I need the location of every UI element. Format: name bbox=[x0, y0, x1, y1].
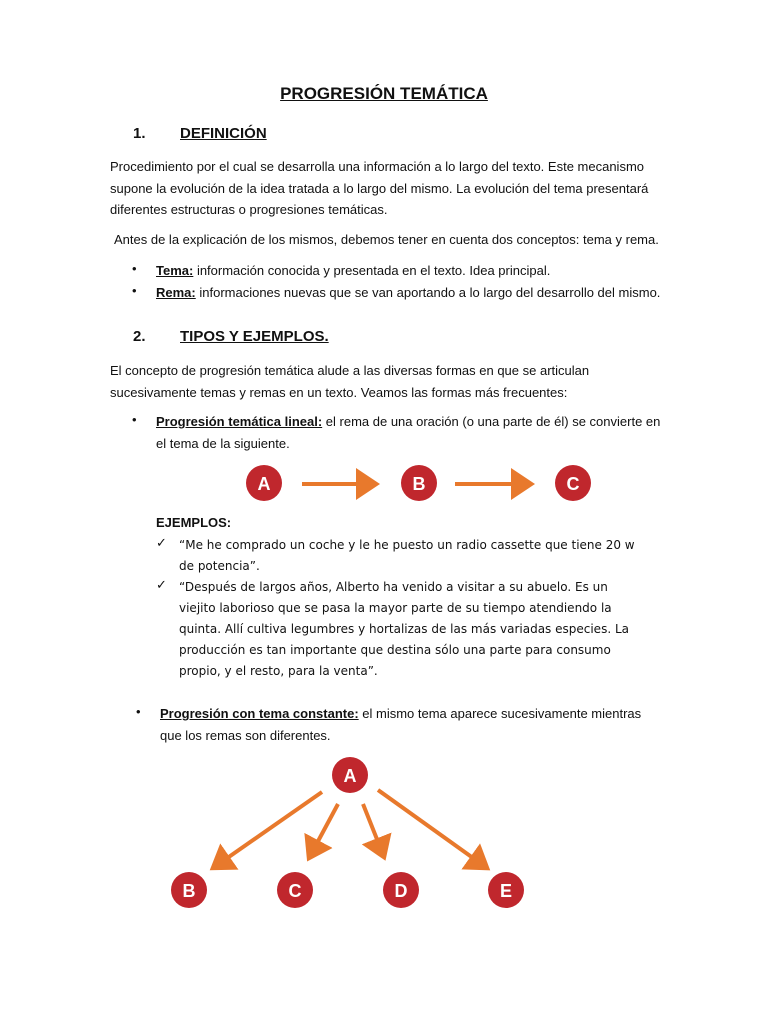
child-node-e bbox=[488, 872, 524, 908]
tema-label: Tema: bbox=[156, 263, 194, 278]
bullet-constante bbox=[136, 703, 141, 721]
section-1-heading: DEFINICIÓN bbox=[180, 125, 267, 142]
arrow-a-e2 bbox=[378, 790, 487, 868]
bullet-icon: • bbox=[132, 283, 137, 298]
lineal-definition: el rema de una oración (o una parte de él) se convierte en el tema de la siguiente. bbox=[156, 414, 661, 451]
node-a-label: A bbox=[257, 474, 271, 494]
example-2: “Después de largos años, Alberto ha venido a visitar a su abuelo. Es un viejito laborioso que se pasa la mayor parte de su tiempo atendiendo la quinta. Allí cultiva legumbres y hortalizas de las más variadas especies. La producción es tan importante que destina sólo una parte para consumo propio, y el resto, para la venta”. bbox=[179, 580, 629, 678]
node-c bbox=[555, 465, 591, 501]
checkmark-icon: ✓ bbox=[156, 535, 167, 550]
bullet-tema bbox=[132, 260, 137, 278]
root-node-a bbox=[332, 757, 368, 793]
page-title: PROGRESIÓN TEMÁTICA bbox=[280, 84, 488, 103]
rema-definition: informaciones nuevas que se van aportando a lo largo del desarrollo del mismo. bbox=[195, 285, 661, 300]
bullet-icon: • bbox=[132, 261, 137, 276]
child-node-c-label: C bbox=[288, 881, 302, 901]
child-node-c bbox=[277, 872, 313, 908]
arrow-a-c2 bbox=[309, 804, 338, 858]
tema-definition: información conocida y presentada en el texto. Idea principal. bbox=[193, 263, 551, 278]
root-node-label: A bbox=[343, 766, 357, 786]
node-b bbox=[401, 465, 437, 501]
child-node-d-label: D bbox=[394, 881, 408, 901]
section-1-number: 1. bbox=[133, 125, 146, 142]
arrow-a-d2 bbox=[363, 804, 384, 857]
child-node-e-label: E bbox=[499, 881, 513, 901]
examples-heading: EJEMPLOS: bbox=[156, 515, 232, 530]
lineal-label: Progresión temática lineal: bbox=[156, 414, 323, 429]
rema-label: Rema: bbox=[156, 285, 196, 300]
node-a bbox=[246, 465, 282, 501]
bullet-rema bbox=[132, 282, 137, 300]
bullet-icon: • bbox=[132, 412, 137, 427]
constante-definition: el mismo tema aparece sucesivamente mientras que los remas son diferentes. bbox=[160, 706, 642, 743]
types-intro-paragraph: El concepto de progresión temática alude a las diversas formas en que se articulan sucesivamente temas y remas en un texto. Veamos las formas más frecuentes: bbox=[110, 363, 590, 400]
bullet-rema-text bbox=[156, 282, 716, 304]
constante-text bbox=[160, 703, 650, 746]
constante-label: Progresión con tema constante: bbox=[160, 706, 359, 721]
section-2-heading: TIPOS Y EJEMPLOS. bbox=[180, 328, 329, 345]
constant-theme-diagram bbox=[0, 750, 768, 920]
bullet-icon: • bbox=[136, 704, 141, 719]
node-b-label: B bbox=[412, 474, 426, 494]
bullet-lineal bbox=[132, 411, 137, 429]
arrow-a-b2 bbox=[213, 792, 322, 868]
example-1: “Me he comprado un coche y le he puesto un radio cassette que tiene 20 w de potencia”. bbox=[179, 538, 635, 573]
checkmark-icon: ✓ bbox=[156, 577, 167, 592]
child-node-b bbox=[171, 872, 207, 908]
linear-progression-diagram bbox=[0, 455, 768, 515]
node-c-label: C bbox=[566, 474, 580, 494]
definition-paragraph: Procedimiento por el cual se desarrolla una información a lo largo del texto. Este mecanismo supone la evolución de la idea tratada a lo largo del mismo. La evolución del tema presentará diferentes estructuras o progresiones temáticas. bbox=[110, 159, 649, 217]
bullet-tema-text bbox=[156, 260, 696, 282]
concepts-paragraph: Antes de la explicación de los mismos, debemos tener en cuenta dos conceptos: tema y rema. bbox=[114, 232, 659, 247]
child-node-d bbox=[383, 872, 419, 908]
lineal-text bbox=[156, 411, 666, 454]
child-node-b-label: B bbox=[182, 881, 196, 901]
section-2-number: 2. bbox=[133, 328, 146, 345]
